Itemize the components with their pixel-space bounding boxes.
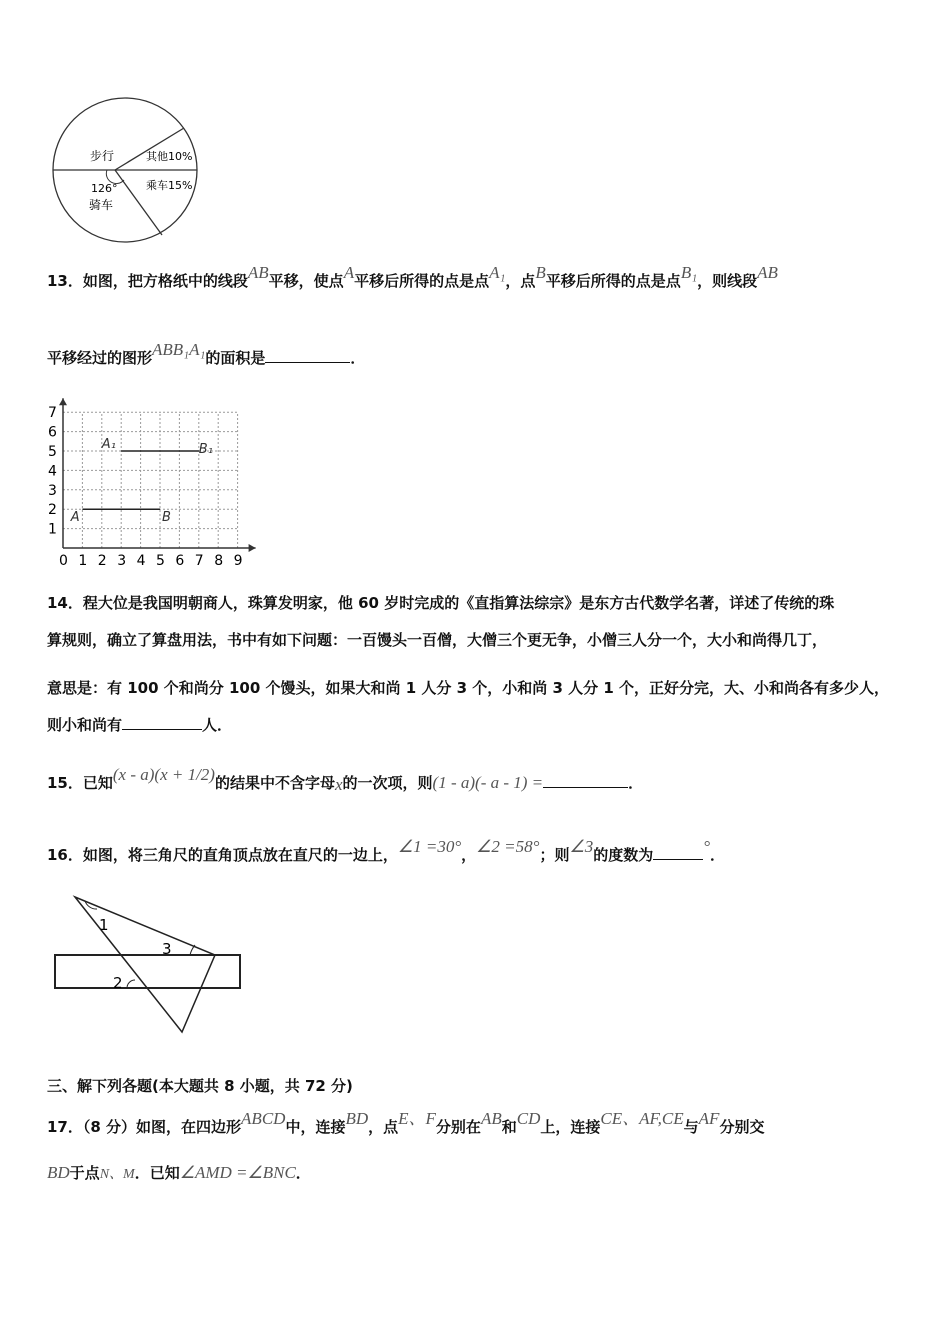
angle-3-label: 3 — [162, 940, 172, 958]
q14-line2: 算规则，确立了算盘用法，书中有如下问题：一百馒头一百僧，大僧三个更无争，小僧三人分一个，大小和尚得几丁， — [47, 631, 828, 649]
x-tick-label: 7 — [194, 553, 204, 569]
y-tick-label: 1 — [48, 521, 57, 538]
t: 与 — [683, 1118, 699, 1136]
t: 人． — [202, 716, 233, 734]
y-tick-label: 4 — [48, 463, 57, 480]
math: E、F — [398, 1109, 436, 1128]
math: AB — [757, 263, 778, 282]
t: ． — [350, 349, 366, 367]
t: 于点 — [69, 1164, 100, 1182]
section-heading: 三、解下列各题(本大题共 8 小题，共 72 分) — [47, 1077, 353, 1095]
t: 分别交 — [719, 1118, 765, 1136]
t: 的结果中不含字母 — [214, 774, 335, 792]
math: N、M — [99, 1167, 135, 1182]
q16-line — [47, 837, 726, 865]
math: ° — [703, 837, 711, 856]
x-tick-label: 8 — [214, 553, 224, 569]
answer-blank[interactable] — [653, 845, 703, 860]
q13-line1 — [47, 263, 778, 291]
y-axis-arrow — [59, 398, 67, 405]
t: ． — [710, 846, 726, 864]
y-tick-label: 3 — [48, 482, 57, 499]
q14-line1: 14．程大位是我国明朝商人，珠算发明家，他 60 岁时完成的《直指算法综宗》是东方古代数学名著，详述了传统的珠 — [47, 594, 835, 612]
t: 平移后所得的点是点 — [354, 272, 490, 290]
x-tick-label: 2 — [97, 553, 107, 569]
t: 16．如图，将三角尺的直角顶点放在直尺的一边上， — [47, 846, 398, 864]
math: AF — [698, 1109, 720, 1128]
t: 平移后所得的点是点 — [545, 272, 681, 290]
math: (x - a)(x + 1/2) — [112, 765, 215, 784]
point-label-B: B — [162, 510, 171, 526]
math: A — [343, 263, 355, 282]
t: ，点 — [368, 1118, 399, 1136]
t: ；则 — [539, 846, 570, 864]
math: AB — [247, 263, 269, 282]
q13-line2 — [47, 340, 366, 368]
math: (1 - a)(- a - 1) = — [432, 773, 544, 792]
math: ∠AMD =∠BNC — [179, 1163, 296, 1182]
t: 则小和尚有 — [47, 716, 123, 734]
math: x — [334, 775, 343, 794]
t: 的面积是 — [205, 349, 266, 367]
t: 分别在 — [435, 1118, 481, 1136]
t: 如图，把方格纸中的线段 — [82, 272, 248, 290]
pie-label-angle: 126° — [91, 182, 118, 195]
t: 的度数为 — [593, 846, 654, 864]
q14-line4 — [47, 714, 232, 735]
t: ． — [295, 1164, 311, 1182]
math: BD — [345, 1109, 369, 1128]
y-tick-label: 7 — [48, 405, 57, 422]
t: 和 — [501, 1118, 517, 1136]
answer-blank[interactable] — [543, 773, 628, 788]
x-tick-label: 4 — [136, 553, 146, 569]
t: 15．已知 — [47, 774, 113, 792]
math: B — [535, 263, 546, 282]
q15-line — [47, 765, 644, 794]
pie-label-bike: 骑车 — [89, 198, 114, 212]
q14-line3: 意思是：有 100 个和尚分 100 个馒头，如果大和尚 1 人分 3 个，小和尚 3 人分 1 个，正好分完，大、小和尚各有多少人， — [47, 679, 890, 697]
grid-figure — [40, 395, 265, 575]
angle-1-label: 1 — [99, 916, 109, 934]
point-label-B1: B₁ — [198, 442, 213, 457]
math: A₁ — [489, 263, 506, 282]
t: 的一次项，则 — [342, 774, 433, 792]
t: 中，连接 — [285, 1118, 346, 1136]
t: ． — [628, 774, 644, 792]
t: ， — [461, 846, 477, 864]
t: ，点 — [505, 272, 536, 290]
y-tick-label: 6 — [48, 424, 57, 441]
math: CD — [516, 1109, 541, 1128]
q17-line1 — [47, 1109, 765, 1137]
math: ∠2 =58° — [476, 837, 540, 856]
math: ∠1 =30° — [397, 837, 462, 856]
x-axis-arrow — [249, 544, 256, 552]
angle-2-label: 2 — [113, 974, 123, 992]
t: 平移经过的图形 — [47, 349, 153, 367]
x-tick-label: 5 — [156, 553, 165, 569]
t: 上，连接 — [540, 1118, 601, 1136]
answer-blank[interactable] — [265, 348, 350, 363]
pie-label-other: 其他10% — [146, 150, 193, 163]
point-label-A: A — [70, 510, 80, 526]
x-tick-label: 0 — [59, 553, 68, 569]
math: BD — [47, 1163, 70, 1182]
pie-label-bus: 乘车15% — [146, 179, 193, 192]
math: ABB₁A₁ — [152, 340, 206, 359]
t: 17．（8 分）如图，在四边形 — [47, 1118, 242, 1136]
y-tick-label: 2 — [48, 502, 57, 519]
x-tick-label: 1 — [78, 553, 88, 569]
x-tick-label: 9 — [233, 553, 243, 569]
point-label-A1: A₁ — [101, 437, 116, 452]
pie-chart-figure — [45, 92, 215, 252]
math: ABCD — [241, 1109, 286, 1128]
math: B₁ — [680, 263, 698, 282]
y-tick-label: 5 — [48, 444, 57, 460]
math: ∠3 — [569, 837, 594, 856]
x-tick-label: 3 — [117, 553, 127, 569]
t: ．已知 — [134, 1164, 180, 1182]
pie-label-walk: 步行 — [90, 149, 115, 163]
q17-line2 — [47, 1162, 311, 1183]
t: ，则线段 — [697, 272, 758, 290]
x-tick-label: 6 — [175, 553, 185, 569]
t: 平移，使点 — [268, 272, 344, 290]
answer-blank[interactable] — [122, 715, 202, 730]
math: CE、AF,CE — [600, 1109, 684, 1128]
ruler-triangle-figure — [45, 890, 255, 1040]
q-num: 13． — [47, 272, 83, 290]
math: AB — [480, 1109, 502, 1128]
